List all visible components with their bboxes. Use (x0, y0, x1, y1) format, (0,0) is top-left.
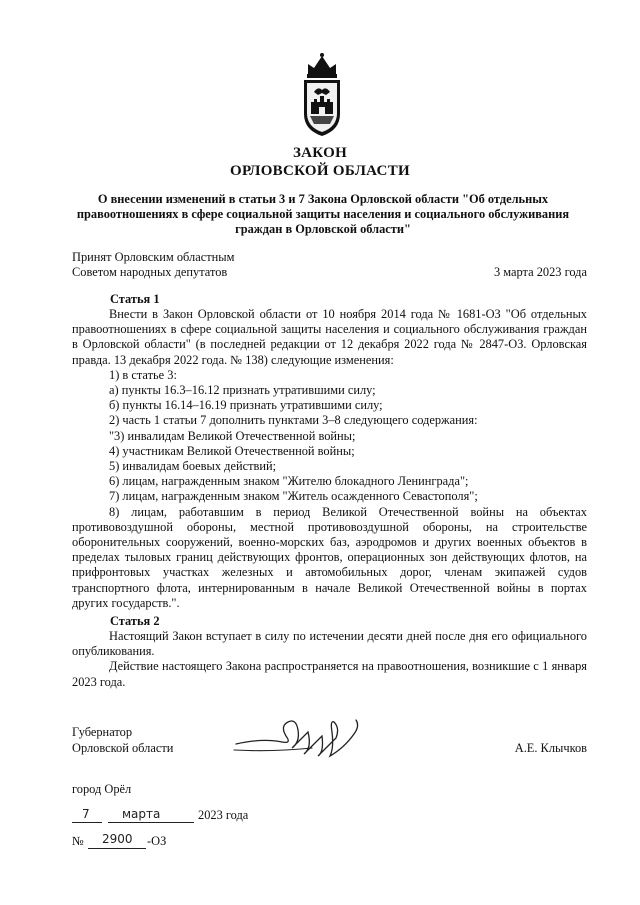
document-type-title: ЗАКОН (292, 145, 348, 161)
list-item: а) пункты 16.3–16.12 признать утратившими силу; (109, 383, 376, 398)
law-number-value: 2900 (102, 832, 133, 846)
list-item: 4) участникам Великой Отечественной войны; (109, 443, 355, 458)
law-subject-heading: О внесении изменений в статьи 3 и 7 Закона Орловской области "Об отдельных правоотношениях в сфере социальной защиты населения и социального обслуживания граждан в Орловской области" (76, 192, 570, 236)
number-sign: № (72, 834, 84, 848)
list-item: "3) инвалидам Великой Отечественной войны; (109, 428, 356, 443)
list-item: 6) лицам, награжденным знаком "Жителю блокадного Ленинграда"; (109, 474, 469, 489)
list-item: 8) лицам, работавшим в период Великой Отечественной войны на объектах противовоздушной обороны, местной противовоздушной обороны, на строительстве оборонительных сооружений, военно-морских баз, аэродромов и других военных объектов в пределах тыловых границ действующих фронтов, операционных зон действующих флотов, на прифронтовых участках железных и автомобильных дорог, членам экипажей судов транспортного флота, интернированным в начале Великой Отечественной войны в портах других государств.". (72, 504, 587, 610)
region-title: ОРЛОВСКОЙ ОБЛАСТИ (230, 163, 410, 179)
article-1-title: Статья 1 (110, 292, 160, 306)
list-item: б) пункты 16.14–16.19 признать утратившими силу; (109, 398, 383, 413)
adopted-by-line2: Советом народных депутатов (72, 265, 228, 279)
article-1-body (72, 307, 587, 611)
city-of-signing: город Орёл (72, 782, 132, 796)
signing-month: марта (122, 807, 161, 821)
signer-position-line2: Орловской области (72, 741, 174, 755)
signer-name: А.Е. Клычков (514, 741, 587, 755)
signing-year: 2023 года (198, 808, 249, 822)
day-underline (72, 822, 102, 823)
article-2-paragraph: Действие настоящего Закона распространяется на правоотношения, возникшие с 1 января 2023 года. (72, 659, 587, 689)
article-1-intro: Внести в Закон Орловской области от 10 ноября 2014 года № 1681-ОЗ "Об отдельных правоотношениях в сфере социальной защиты населения и социального обслуживания граждан в Орловской области" (в последней редакции от 12 декабря 2022 года № 2847-ОЗ. Орловская правда. 13 декабря 2022 года. № 138) следующие изменения: (72, 307, 587, 367)
adoption-date: 3 марта 2023 года (493, 265, 587, 279)
handwritten-signature-icon (232, 708, 372, 770)
list-item: 1) в статье 3: (109, 367, 177, 382)
signing-day: 7 (82, 807, 90, 821)
orel-coat-of-arms-icon (300, 52, 344, 138)
list-item: 2) часть 1 статьи 7 дополнить пунктами 3–8 следующего содержания: (109, 413, 478, 428)
law-number-suffix: -ОЗ (147, 834, 167, 848)
signer-position-line1: Губернатор (72, 725, 133, 739)
adopted-by-line1: Принят Орловским областным (72, 250, 235, 264)
law-number (72, 834, 272, 854)
article-2-body (72, 629, 587, 690)
article-2-paragraph: Настоящий Закон вступает в силу по истечении десяти дней после дня его официального опубликования. (72, 629, 587, 659)
number-underline (88, 848, 146, 849)
signing-date (72, 808, 272, 828)
list-item: 7) лицам, награжденным знаком "Житель осажденного Севастополя"; (109, 489, 478, 504)
list-item: 5) инвалидам боевых действий; (109, 459, 277, 474)
month-underline (108, 822, 194, 823)
article-2-title: Статья 2 (110, 614, 160, 628)
